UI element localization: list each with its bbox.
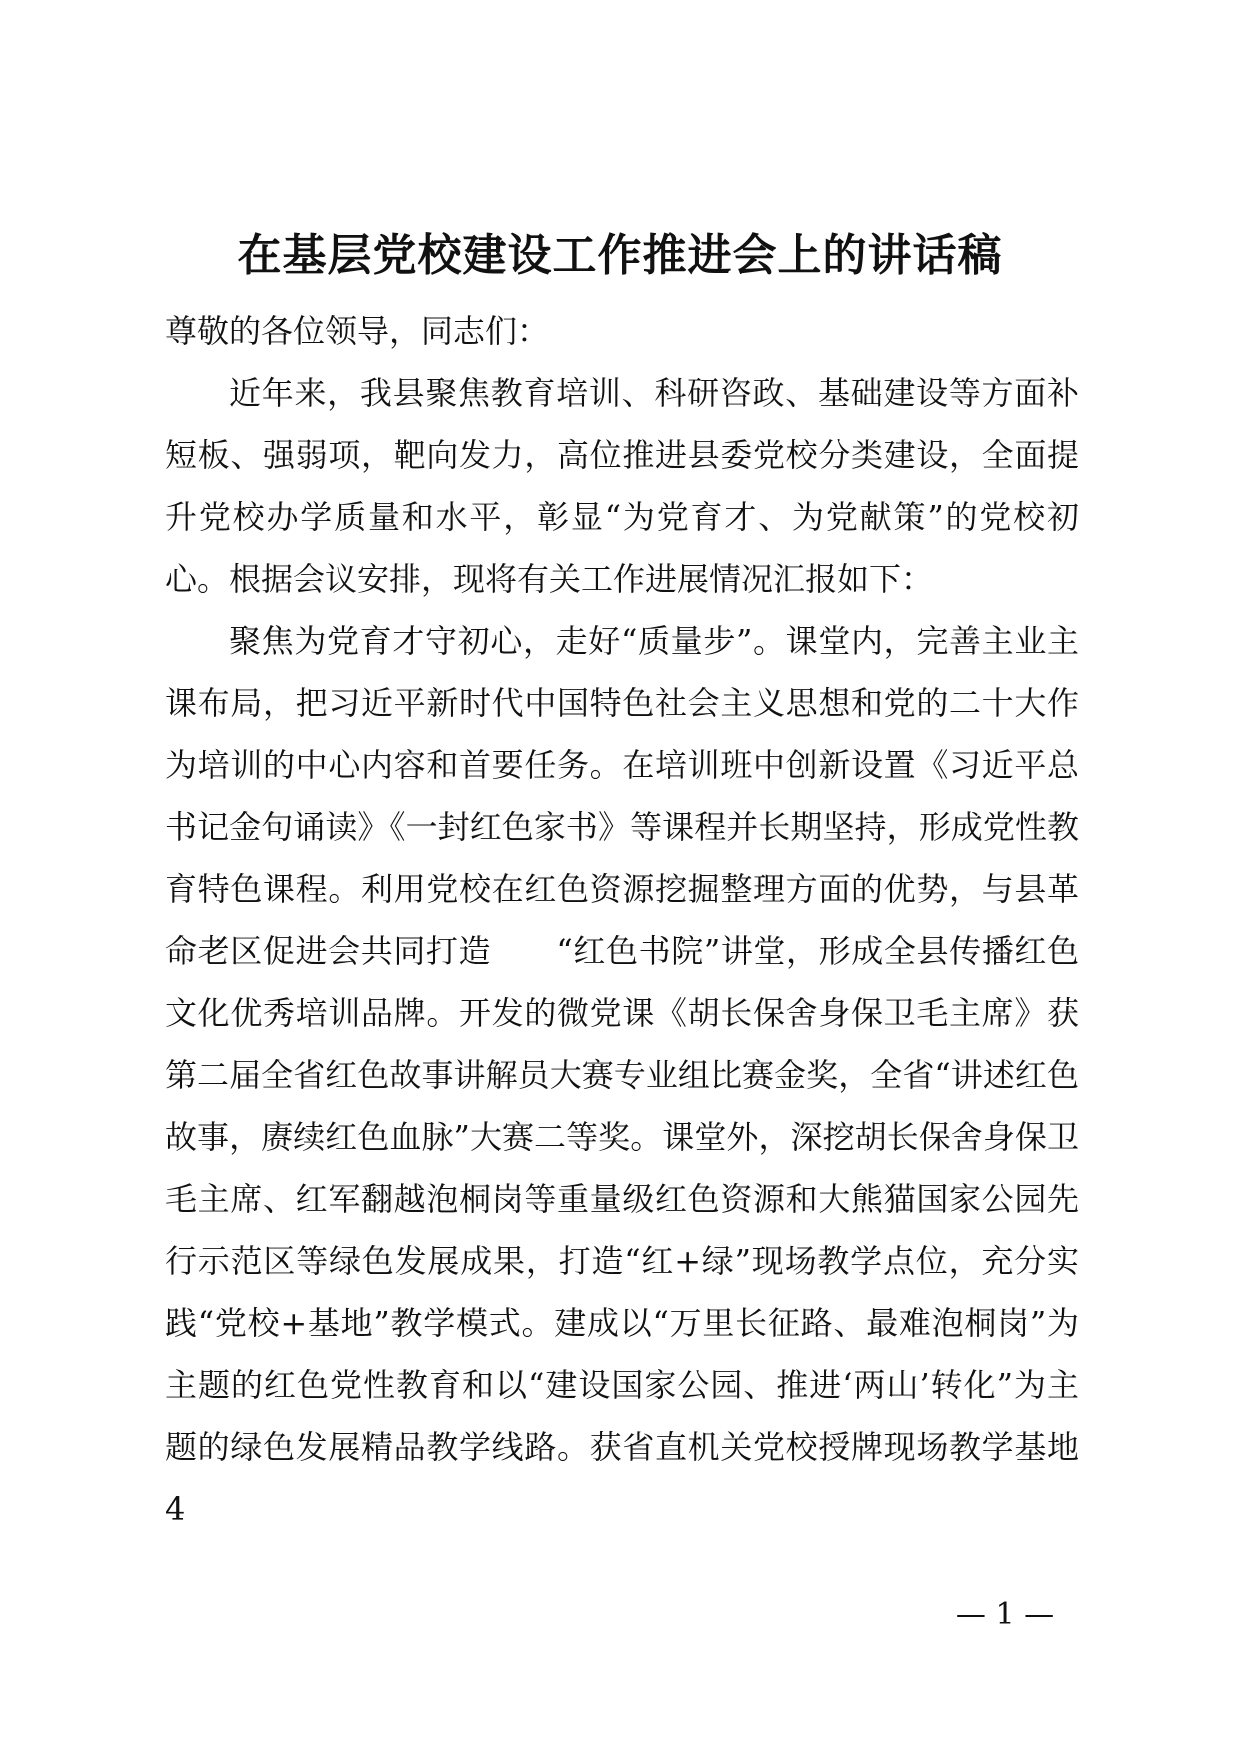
document-body xyxy=(165,300,1079,1540)
paragraph-talent-training: 聚焦为党育才守初心，走好“质量步”。课堂内，完善主业主课布局，把习近平新时代中国特色社会主义思想和党的二十大作为培训的中心内容和首要任务。在培训班中创新设置《习近平总书记金句诵读》《一封红色家书》等课程并长期坚持，形成党性教育特色课程。利用党校在红色资源挖掘整理方面的优势，与县革命老区促进会共同打造 “红色书院”讲堂，形成全县传播红色文化优秀培训品牌。开发的微党课《胡长保舍身保卫毛主席》获第二届全省红色故事讲解员大赛专业组比赛金奖，全省“讲述红色故事，赓续红色血脉”大赛二等奖。课堂外，深挖胡长保舍身保卫毛主席、红军翻越泡桐岗等重量级红色资源和大熊猫国家公园先行示范区等绿色发展成果，打造“红+绿”现场教学点位，充分实践“党校+基地”教学模式。建成以“万里长征路、最难泡桐岗”为主题的红色党性教育和以“建设国家公园、推进‘两山’转化”为主题的绿色发展精品教学线路。获省直机关党校授牌现场教学基地 4 xyxy=(165,622,1079,1528)
paragraph-intro: 近年来，我县聚焦教育培训、科研咨政、基础建设等方面补短板、强弱项，靶向发力，高位推进县委党校分类建设，全面提升党校办学质量和水平，彰显“为党育才、为党献策”的党校初心。根据会议安排，现将有关工作进展情况汇报如下： xyxy=(165,374,1079,598)
page-number: — 1 — xyxy=(955,1597,1055,1632)
salutation: 尊敬的各位领导，同志们： xyxy=(165,312,550,350)
document-title: 在基层党校建设工作推进会上的讲话稿 xyxy=(237,230,1003,281)
